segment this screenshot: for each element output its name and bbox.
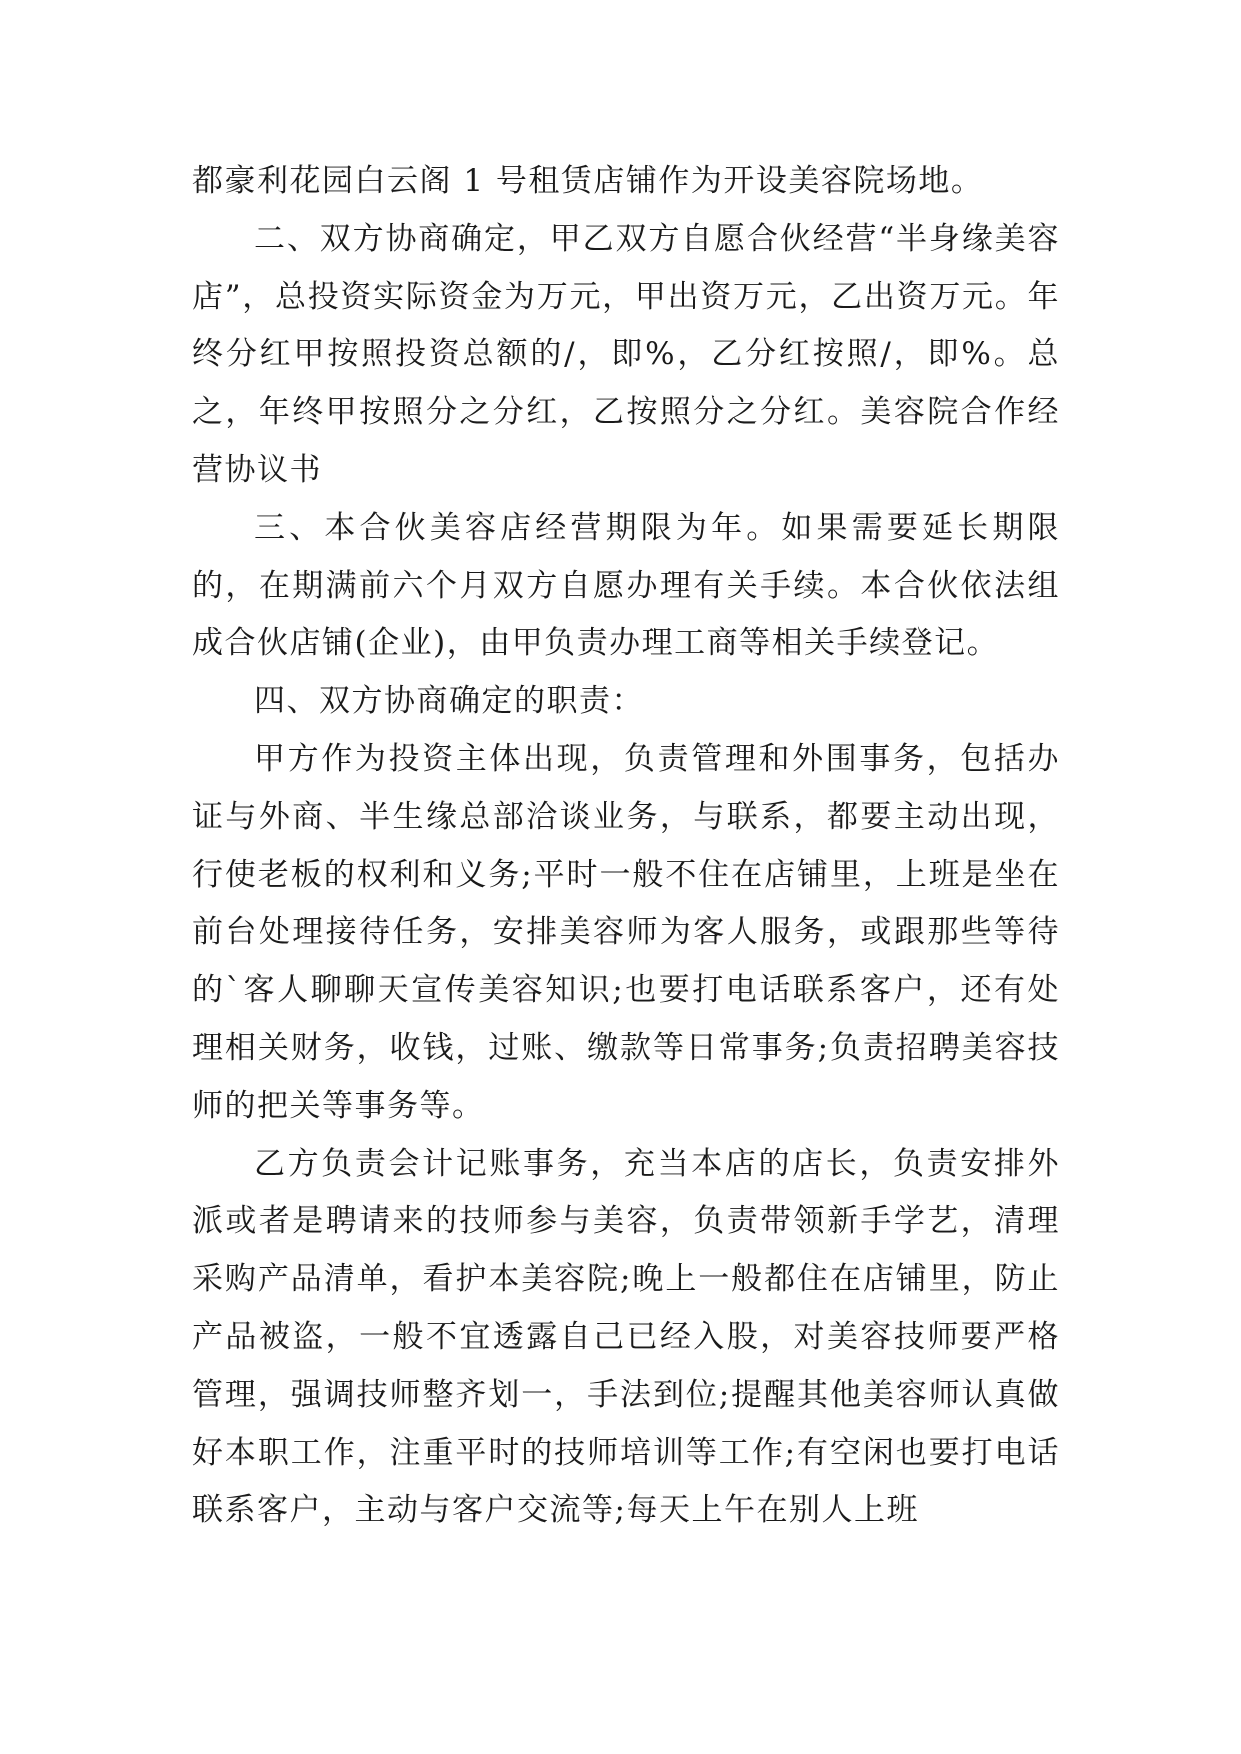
paragraph-section-2: 二、双方协商确定，甲乙双方自愿合伙经营“半身缘美容店”，总投资实际资金为万元，甲出资万元，乙出资万元。年终分红甲按照投资总额的/，即%，乙分红按照/，即%。总之，年终甲按照分之分红，乙按照分之分红。美容院合作经营协议书 — [192, 220, 1060, 488]
paragraph-party-a-duties: 甲方作为投资主体出现，负责管理和外围事务，包括办证与外商、半生缘总部洽谈业务，与联系，都要主动出现，行使老板的权利和义务;平时一般不住在店铺里，上班是坐在前台处理接待任务，安排美容师为客人服务，或跟那些等待的`客人聊聊天宣传美容知识;也要打电话联系客户，还有处理相关财务，收钱，过账、缴款等日常事务;负责招聘美容技师的把关等事务等。 — [192, 740, 1060, 1124]
document-body — [192, 153, 1060, 1540]
paragraph-section-4-heading: 四、双方协商确定的职责： — [254, 683, 644, 720]
paragraph-section-3: 三、本合伙美容店经营期限为年。如果需要延长期限的，在期满前六个月双方自愿办理有关手续。本合伙依法组成合伙店铺(企业)，由甲负责办理工商等相关手续登记。 — [192, 509, 1060, 662]
paragraph-party-b-duties: 乙方负责会计记账事务，充当本店的店长，负责安排外派或者是聘请来的技师参与美容，负责带领新手学艺，清理采购产品清单，看护本美容院;晚上一般都住在店铺里，防止产品被盗，一般不宜透露自己已经入股，对美容技师要严格管理，强调技师整齐划一，手法到位;提醒其他美容师认真做好本职工作，注重平时的技师培训等工作;有空闲也要打电话联系客户，主动与客户交流等;每天上午在别人上班 — [192, 1145, 1060, 1529]
paragraph-continued: 都豪利花园白云阁 1 号租赁店铺作为开设美容院场地。 — [192, 163, 984, 199]
